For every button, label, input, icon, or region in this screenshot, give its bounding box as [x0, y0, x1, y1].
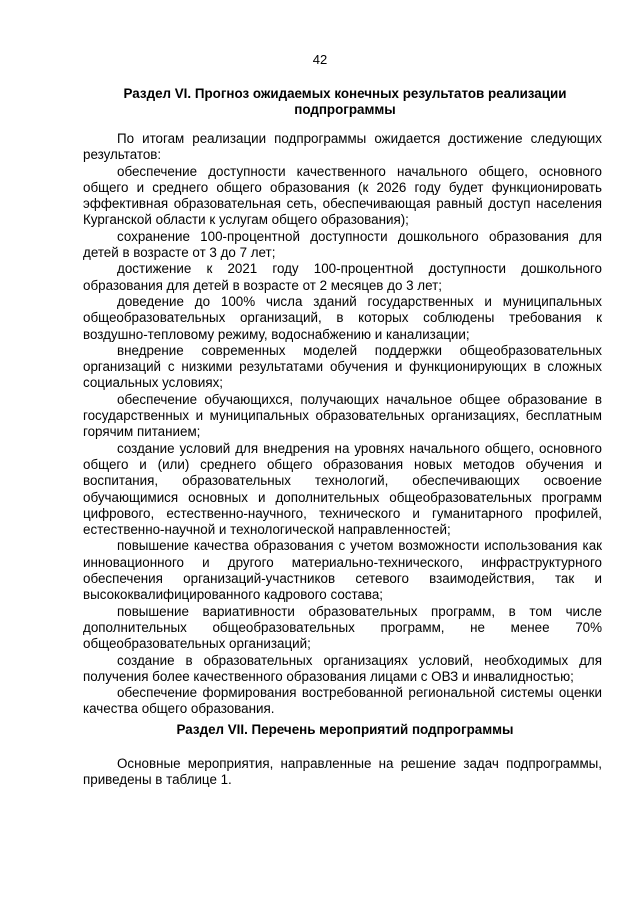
paragraph-assessment-system: обеспечение формирования востребованной региональной системы оценки качества общего образования.: [83, 685, 602, 717]
page-number: 42: [312, 52, 328, 67]
section-6-body: [83, 131, 602, 718]
paragraph-buildings: доведение до 100% числа зданий государственных и муниципальных общеобразовательных организаций, в которых соблюдены требования к воздушно-тепловому режиму, водоснабжению и канализации;: [83, 293, 602, 342]
section-6-heading: Раздел VI. Прогноз ожидаемых конечных результатов реализации подпрограммы: [123, 86, 567, 117]
paragraph-hot-meals: обеспечение обучающихся, получающих начальное общее образование в государственных и муниципальных образовательных организациях, бесплатным горячим питанием;: [83, 391, 602, 440]
paragraph-main-activities: Основные мероприятия, направленные на решение задач подпрограммы, приведены в таблице 1.: [83, 756, 602, 788]
paragraph-access-quality: обеспечение доступности качественного начального общего, основного общего и среднего общего образования (к 2026 году будет функционировать эффективная образовательная сеть, обеспечивающая равный доступ населения Курганской области к услугам общего образования);: [83, 163, 602, 228]
paragraph-variability: повышение вариативности образовательных программ, в том числе дополнительных общеобразовательных программ, не менее 70% общеобразовательных организаций;: [83, 603, 602, 652]
paragraph-intro: По итогам реализации подпрограммы ожидается достижение следующих результатов:: [83, 131, 602, 163]
paragraph-disabilities: создание в образовательных организациях условий, необходимых для получения более качественного образования лицами с ОВЗ и инвалидностью;: [83, 652, 602, 684]
paragraph-quality-network: повышение качества образования с учетом возможности использования как инновационного и другого материально-технического, инфраструктурного обеспечения организаций-участников сетевого взаимодействия, так и высококвалифицированного кадрового состава;: [83, 538, 602, 603]
section-7-body: [83, 756, 602, 789]
paragraph-new-methods: создание условий для внедрения на уровнях начального общего, основного общего и (или) среднего общего образования новых методов обучения и воспитания, образовательных технологий, обеспечивающих освоение обучающимися основных и дополнительных общеобразовательных программ цифрового, естественно-научного, технического и гуманитарного профилей, естественно-научной и технологической направленностей;: [83, 440, 602, 538]
paragraph-preschool-3-7: сохранение 100-процентной доступности дошкольного образования для детей в возрасте от 3 до 7 лет;: [83, 228, 602, 261]
section-7-heading: Раздел VII. Перечень мероприятий подпрограммы: [176, 722, 514, 737]
paragraph-preschool-2m-3y: достижение к 2021 году 100-процентной доступности дошкольного образования для детей в возрасте от 2 месяцев до 3 лет;: [83, 261, 602, 293]
paragraph-support-models: внедрение современных моделей поддержки общеобразовательных организаций с низкими результатами обучения и функционирующих в сложных социальных условиях;: [83, 342, 602, 391]
